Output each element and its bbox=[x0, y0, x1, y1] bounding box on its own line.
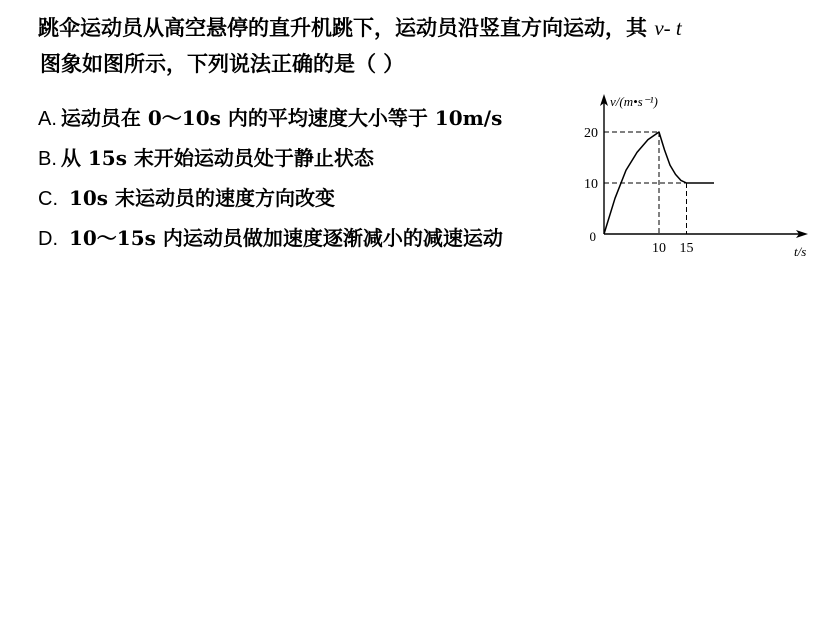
stem-line-2: 图象如图所示，下列说法正确的是（ ） bbox=[40, 51, 405, 76]
y-tick-label: 20 bbox=[584, 126, 598, 141]
origin-label: 0 bbox=[589, 229, 596, 244]
options-list bbox=[38, 98, 503, 258]
option-label: A. bbox=[38, 108, 57, 130]
axes bbox=[600, 94, 808, 238]
y-tick-label: 10 bbox=[584, 177, 598, 192]
option-text: 10～15s 内运动员做加速度逐渐减小的减速运动 bbox=[62, 226, 503, 250]
question-stem bbox=[38, 10, 808, 82]
option-label: B. bbox=[38, 148, 57, 170]
guide-lines bbox=[604, 132, 687, 234]
option-b[interactable] bbox=[38, 138, 503, 178]
stem-variable: v- t bbox=[654, 16, 682, 40]
option-d[interactable] bbox=[38, 218, 503, 258]
x-tick-label: 10 bbox=[652, 241, 666, 256]
stem-text: 跳伞运动员从高空悬停的直升机跳下，运动员沿竖直方向运动，其 bbox=[38, 15, 647, 40]
option-a[interactable] bbox=[38, 98, 503, 138]
x-tick-label: 15 bbox=[679, 241, 694, 256]
x-axis-label: t/s bbox=[794, 244, 807, 259]
option-text: 从 15s 末开始运动员处于静止状态 bbox=[60, 146, 374, 170]
y-axis-label: v/(m•s⁻¹) bbox=[610, 94, 658, 109]
option-label: C. bbox=[38, 188, 58, 210]
vt-graph bbox=[572, 88, 817, 263]
option-label: D. bbox=[38, 228, 58, 250]
option-c[interactable] bbox=[38, 178, 503, 218]
option-text: 10s 末运动员的速度方向改变 bbox=[62, 186, 336, 210]
stem-line-1 bbox=[38, 10, 808, 46]
option-text: 运动员在 0～10s 内的平均速度大小等于 10m/s bbox=[60, 106, 503, 130]
